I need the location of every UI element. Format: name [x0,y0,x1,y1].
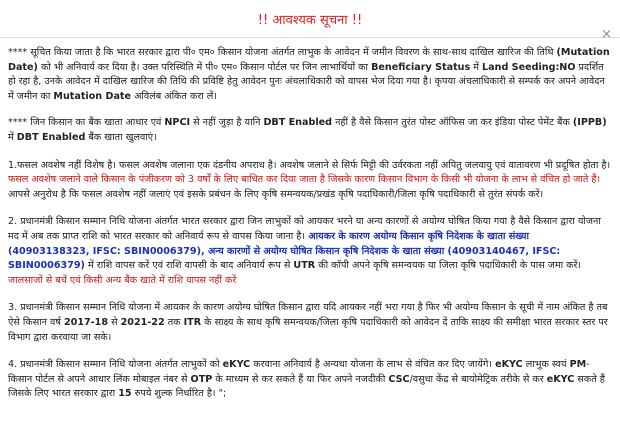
close-icon[interactable]: × [601,27,612,42]
text: अविलंब अंकित करा लें। [131,90,217,102]
notice-mutation-date [8,46,612,104]
text: नहीं है वैसे किसान तुरंत पोस्ट ऑफिस जा कर इंडिया पोस्ट पेमेंट बैंक [332,117,573,129]
text-bold: 2021-22 [120,316,165,328]
notice-crop-residue [8,159,612,203]
text: 2. प्रधानमंत्री किसान सम्मान निधि योजना अंतर्गत भारत सरकार द्वारा जिन लाभुकों को आयकर भरने या अन्य कारणों से अयोग्य घोषित किया गया है वैसे किसान द्वारा योजना मद में अब तक प्राप्त राशि को भारत सरकार को अनिवार्य रूप से वापस किया जाना है। [8,216,601,242]
notice-refund [8,215,612,288]
text-bold: DBT Enabled [16,131,86,143]
modal-body [0,38,620,402]
text: के माध्यम से कर सकते हैं या फिर अपने नजदीकी [212,373,389,385]
text: में [470,61,483,73]
text-bold: DBT Enabled [263,117,333,129]
text-bold: eKYC [546,373,575,385]
text: में राशि वापस करें एवं राशि वापसी के बाद अनिवार्य रूप से [84,260,294,272]
text: से नहीं जुड़ा है यानि [190,117,264,129]
text-bold: (Mutation Date) [8,47,610,73]
text: 1.फसल अवशेष नहीं विशेष है। फसल अवशेष जलाना एक दंडनीय अपराध है। अवशेष जलाने से सिर्फ मिट्टी की उर्वरकता नहीं अपितु जलवायु एवं वातावरण भी प्रदूषित होता है। [8,159,611,171]
text-bold: 15 [118,388,132,400]
text: से [108,316,121,328]
text: 4. प्रधानमंत्री किसान सम्मान निधि योजना अंतर्गत लाभुकों को [8,359,223,371]
text: लाभुक स्वयं [522,359,570,371]
text: रुपये शुल्क निर्धारित है। "; [131,388,227,400]
text-bold: Mutation Date [53,90,132,102]
text-bold: CSC [388,373,410,385]
notice-dbt-enabled [8,116,612,145]
modal-title: !! आवश्यक सूचना !! [257,12,363,28]
text-bold: OTP [190,373,213,385]
text-bold: eKYC [222,359,251,371]
text: 3. प्रधानमंत्री किसान सम्मान निधि योजना में आयकर के कारण अयोग्य घोषित किसान द्वारा यदि आयकर नहीं भरा गया है फिर भी अयोग्य किसान के सूची में नाम अंकित है तब ऐसे किसान वर्ष [8,302,608,328]
text-blue: अन्य कारणों से अयोग्य घोषित किसान कृषि निदेशक के खाता संख्या (40903140467, IFSC: SBIN0006379) [8,245,561,272]
text-red: फसल अवशेष जलाने वाले किसान के पंजीकरण को 3 वर्षों के लिए बाधित कर दिया जाता है जिसके कारण किसान विभाग के किसी भी योजना के लाभ से वंचित हो जाते हैं। [8,174,601,186]
text-bold: NPCI [164,117,191,129]
text: को भी अनिवार्य कर दिया है। उक्त परिस्थिति में पी० एम० किसान पोर्टल पर जिन लाभार्थियों का [37,61,372,73]
text-bold: (IPPB) [572,117,607,129]
text: में [8,131,17,143]
notice-ekyc [8,358,612,402]
text-bold: Beneficiary Status [371,61,471,73]
text-red: जालसाजों से बचें एवं किसी अन्य बैंक खाते में राशि वापस नहीं करें [8,274,237,286]
text: बैंक खाता खुलवाएं। [85,131,157,143]
text-bold: eKYC [495,359,523,371]
text: -किसान पोर्टल से अपने आधार लिंक मोबाइल नंबर से [8,359,590,385]
text: आपसे अनुरोध है कि फसल अवशेष नहीं जलाएं एवं इसके प्रबंधन के लिए कृषि समन्वयक/प्रखंड कृषि पदाधिकारी/जिला कृषि पदाधिकारी से तुरंत संपर्क करें। [8,188,544,200]
text-bold: UTR [293,260,316,272]
text: सकते हैं जिसके लिए भारत सरकार द्वारा [8,373,605,400]
notice-income-tax [8,301,612,345]
text-bold: Land Seeding:NO [482,61,576,73]
text: के साक्ष्य के साथ कृषि समन्वयक/जिला कृषि पदाधिकारी को आवेदन दें ताकि साक्ष्य की समीक्षा भारत सरकार स्तर पर विभाग द्वारा करवाया जा सके। [8,316,608,343]
text: **** सूचित किया जाता है कि भारत सरकार द्वारा पी० एम० किसान योजना अंतर्गत लाभुक के आवेदन में जमीन विवरण के साथ-साथ दाखिल खारिज की तिथि [8,47,557,58]
text-blue: आयकर के कारण अयोग्य किसान कृषि निदेशक के खाता संख्या (40903138323, IFSC: SBIN0006379), [8,230,529,257]
text-bold: ITR [183,316,202,328]
text: /वसुधा केंद्र से बायोमेट्रिक तरीके से कर [409,373,547,385]
text: की कॉपी अपने कृषि समन्वयक या जिला कृषि पदाधिकारी के पास जमा करें। [315,260,582,272]
modal-header [0,0,620,38]
text-bold: PM [569,359,587,371]
text: तक [164,316,184,328]
text: प्रदर्शित हो रहा है, उनके आवेदन में दाखिल खारिज की तिथि की प्रविष्टि हेतु आवेदन पुनः अंचलाधिकारी को वापस भेज दिया गया है। कृपया अंचलाधिकारी से सम्पर्क कर अपने आवेदन में जमीन का [8,61,605,102]
text: करवाना अनिवार्य है अन्यथा योजना के लाभ से वंचित कर दिए जायेंगे। [250,359,496,371]
text: **** जिन किसान का बैंक खाता आधार एवं [8,117,165,129]
text-bold: 2017-18 [63,316,109,328]
